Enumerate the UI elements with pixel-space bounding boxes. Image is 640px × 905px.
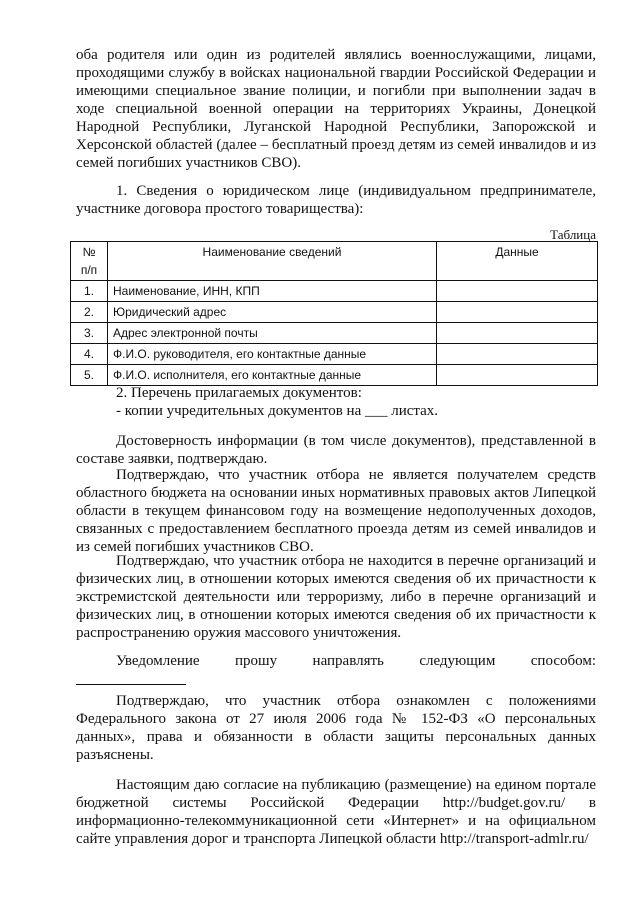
table-caption: Таблица [550,227,596,242]
row-data[interactable] [437,323,598,344]
section-1-heading: 1. Сведения о юридическом лице (индивидуальном предпринимателе, участнике договора простого товарищества): [76,183,596,217]
row-data[interactable] [437,302,598,323]
table-row [71,323,598,344]
section-2-heading: 2. Перечень прилагаемых документов: [116,385,362,401]
notification-blank-line[interactable] [76,684,186,685]
row-name: Ф.И.О. исполнителя, его контактные данные [108,365,437,386]
not-in-list-paragraph: Подтверждаю, что участник отбора не находится в перечне организаций и физических лиц, в отношении которых имеются сведения об их причастности к экстремистской деятельности или терроризму, либо в перечне организаций и физических лиц, в отношении которых имеются сведения об их причастности к распространению оружия массового уничтожения. [76,553,596,641]
intro-paragraph: оба родителя или один из родителей являлись военнослужащими, лицами, проходящими службу в войсках национальной гвардии Российской Федерации и имеющими специальное звание полиции, и погибли при выполнении задач в ходе специальной военной операции на территориях Украины, Донецкой Народной Республики, Луганской Народной Республики, Запорожской и Херсонской областей (далее – бесплатный проезд детям из семей инвалидов и из семей погибших участников СВО). [76,47,596,171]
consent-paragraph: Настоящим даю согласие на публикацию (размещение) на едином портале бюджетной системы Российской Федерации http://budget.gov.ru/ в информационно-телекоммуникационной сети «Интернет» и на официальном сайте управления дорог и транспорта Липецкой области http://transport-admlr.ru/ [76,777,596,847]
row-num: 3. [71,323,108,344]
row-name: Наименование, ИНН, КПП [108,281,437,302]
row-data[interactable] [437,365,598,386]
reliability-paragraph: Достоверность информации (в том числе документов), представленной в составе заявки, подтверждаю. [76,433,596,467]
header-data: Данные [437,242,598,281]
table-row [71,344,598,365]
row-num: 2. [71,302,108,323]
row-num: 4. [71,344,108,365]
header-name: Наименование сведений [108,242,437,281]
row-num: 1. [71,281,108,302]
not-recipient-paragraph: Подтверждаю, что участник отбора не является получателем средств областного бюджета на основании иных нормативных правовых актов Липецкой области в текущем финансовом году на возмещение недополученных доходов, связанных с предоставлением бесплатного проезда детям из семей инвалидов и из семей погибших участников СВО. [76,467,596,555]
row-name: Юридический адрес [108,302,437,323]
table-header-row [71,242,598,281]
row-name: Ф.И.О. руководителя, его контактные данные [108,344,437,365]
row-num: 5. [71,365,108,386]
documents-list-item: - копии учредительных документов на ___ листах. [116,403,439,419]
row-data[interactable] [437,281,598,302]
info-table [70,241,598,386]
table-row [71,302,598,323]
table-row [71,281,598,302]
personal-data-paragraph: Подтверждаю, что участник отбора ознакомлен с положениями Федерального закона от 27 июля 2006 года № 152-ФЗ «О персональных данных», права и обязанности в области защиты персональных данных разъяснены. [76,693,596,763]
table-row [71,365,598,386]
row-data[interactable] [437,344,598,365]
notification-paragraph: Уведомление прошу направлять следующим способом: [116,653,596,669]
header-num: № п/п [71,242,108,281]
row-name: Адрес электронной почты [108,323,437,344]
